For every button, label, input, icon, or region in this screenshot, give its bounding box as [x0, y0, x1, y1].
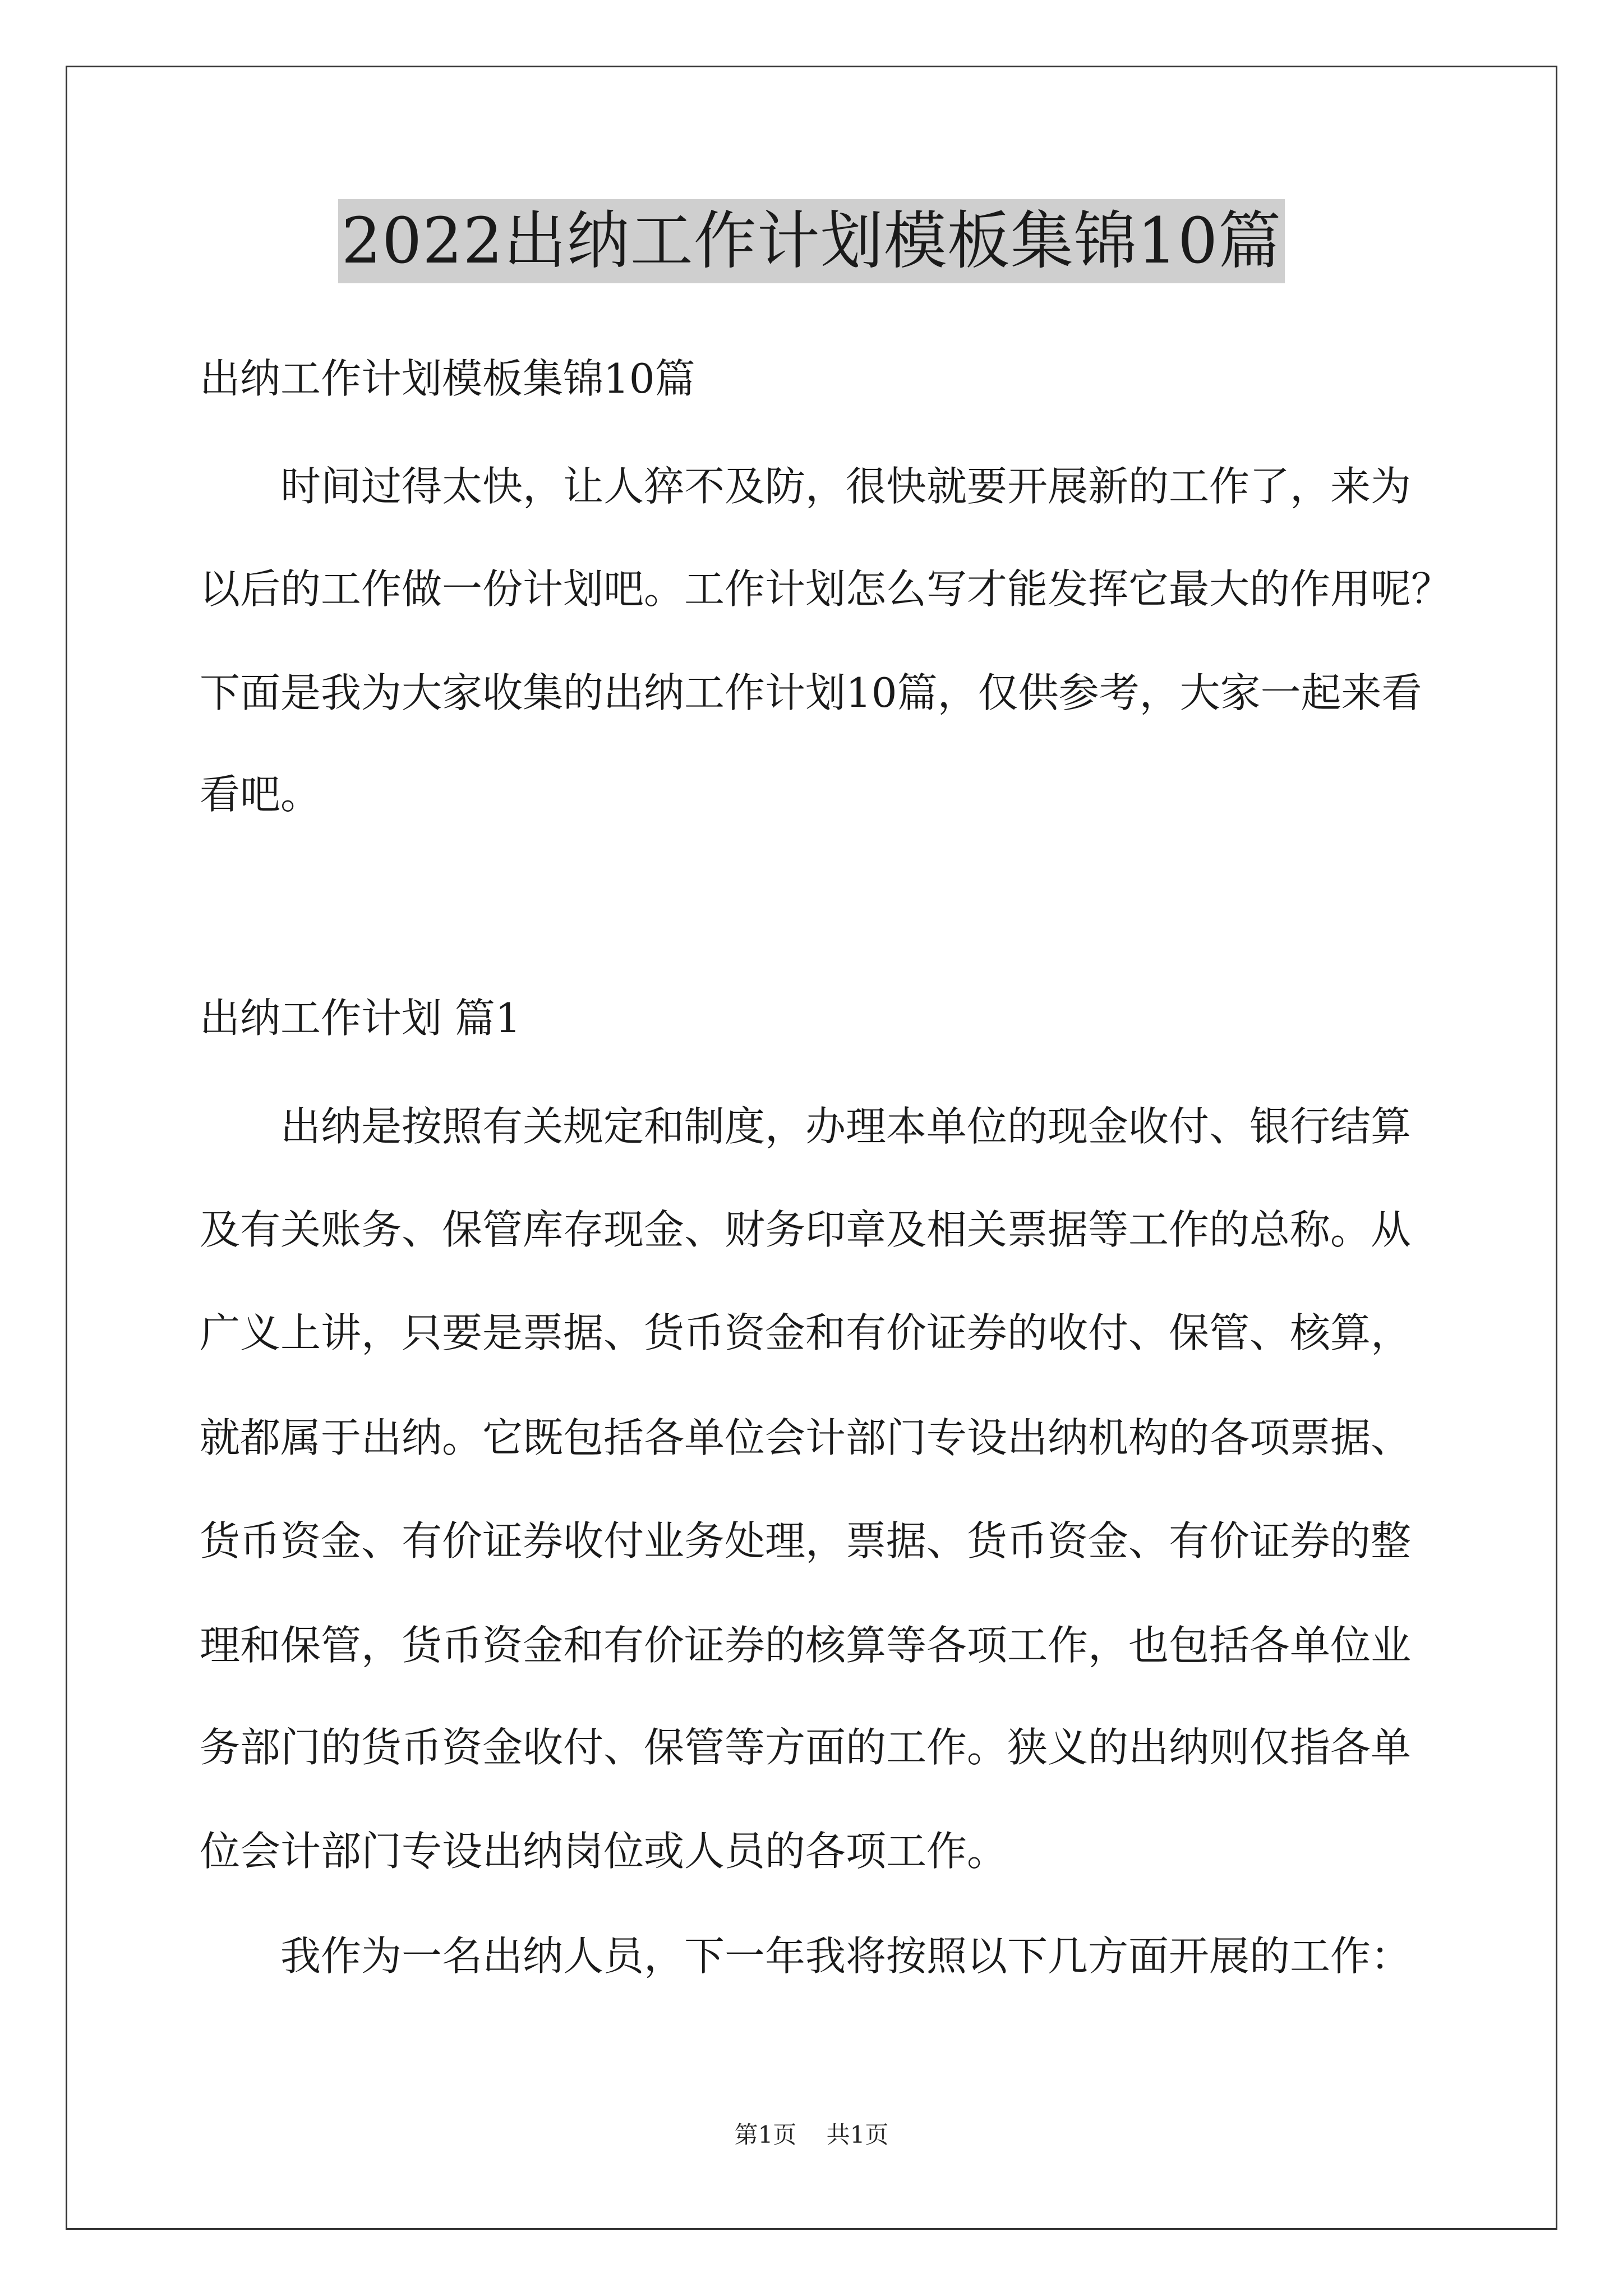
page-number-total: 共1页 [826, 2121, 889, 2148]
section1-line-1: 出纳是按照有关规定和制度，办理本单位的现金收付、银行结算 [280, 1103, 1412, 1150]
subtitle: 出纳工作计划模板集锦10篇 [200, 355, 695, 402]
section1-line-5: 货币资金、有价证券收付业务处理，票据、货币资金、有价证券的整 [200, 1517, 1412, 1565]
page-footer [0, 2118, 1623, 2152]
section1-line-3: 广义上讲，只要是票据、货币资金和有价证券的收付、保管、核算， [200, 1309, 1412, 1356]
intro-line-3: 下面是我为大家收集的出纳工作计划10篇，仅供参考，大家一起来看 [200, 669, 1422, 716]
section1-line-4: 就都属于出纳。它既包括各单位会计部门专设出纳机构的各项票据、 [200, 1414, 1412, 1461]
section1-line-6: 理和保管，货币资金和有价证券的核算等各项工作，也包括各单位业 [200, 1622, 1412, 1669]
section1-line-7: 务部门的货币资金收付、保管等方面的工作。狭义的出纳则仅指各单 [200, 1724, 1412, 1771]
section1-line-2: 及有关账务、保管库存现金、财务印章及相关票据等工作的总称。从 [200, 1206, 1412, 1253]
intro-line-4: 看吧。 [200, 771, 321, 818]
document-title: 2022出纳工作计划模板集锦10篇 [338, 199, 1285, 283]
title-container [0, 199, 1623, 283]
page-number-current: 第1页 [734, 2121, 797, 2148]
intro-line-2: 以后的工作做一份计划吧。工作计划怎么写才能发挥它最大的作用呢？ [200, 565, 1452, 613]
section1-line-8: 位会计部门专设出纳岗位或人员的各项工作。 [200, 1828, 1008, 1875]
intro-line-1: 时间过得太快，让人猝不及防，很快就要开展新的工作了，来为 [280, 463, 1412, 510]
section1-paragraph-2: 我作为一名出纳人员，下一年我将按照以下几方面开展的工作： [280, 1932, 1412, 1980]
section-heading: 出纳工作计划 篇1 [200, 995, 521, 1042]
